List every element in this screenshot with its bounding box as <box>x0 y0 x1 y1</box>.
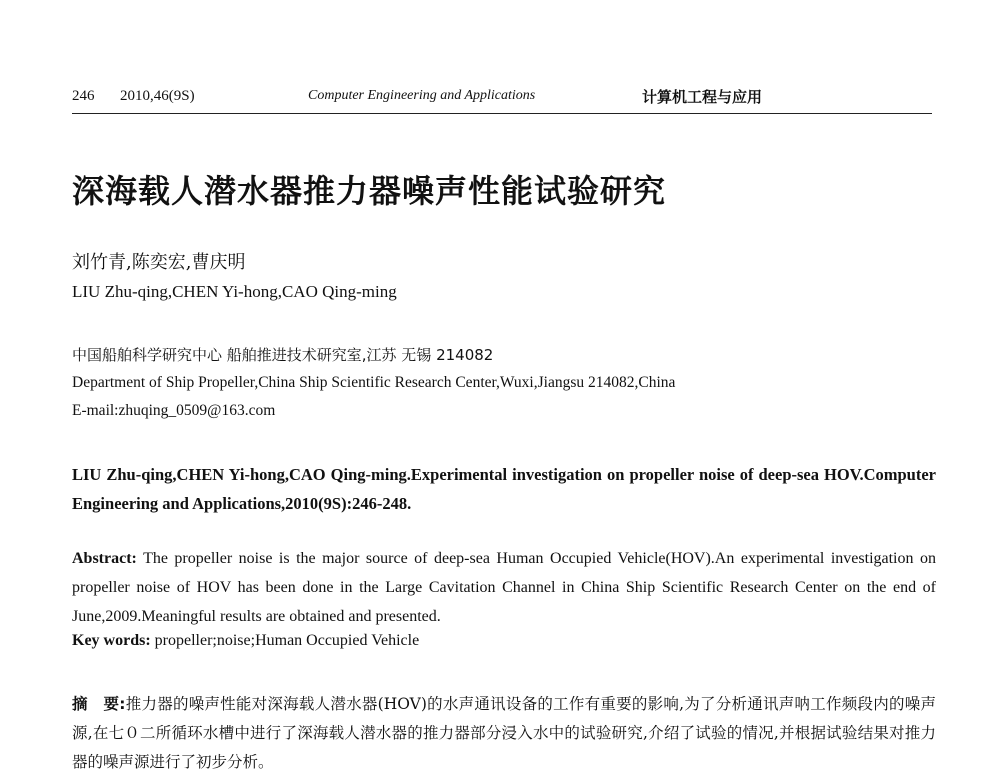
abstract-cn-label: 摘 要: <box>72 695 126 713</box>
author-email: E-mail:zhuqing_0509@163.com <box>72 402 276 419</box>
running-header <box>72 86 932 110</box>
abstract-cn-text: 推力器的噪声性能对深海载人潜水器(HOV)的水声通讯设备的工作有重要的影响,为了分析通讯声呐工作频段内的噪声源,在七０二所循环水槽中进行了深海载人潜水器的推力器部分浸入水中的试验研究,介绍了试验的情况,并根据试验结果对推力器的噪声源进行了初步分析。 <box>72 695 937 771</box>
affiliation-cn: 中国船舶科学研究中心 船舶推进技术研究室,江苏 无锡 214082 <box>72 346 494 364</box>
authors-cn: 刘竹青,陈奕宏,曹庆明 <box>72 252 246 273</box>
keywords-en <box>72 632 419 650</box>
page-number: 246 <box>72 88 95 104</box>
abstract-text: The propeller noise is the major source of deep-sea Human Occupied Vehicle(HOV).An experimental investigation on propeller noise of HOV has been done in the Large Cavitation Channel in China Ship Scientific Research Center on the end of June,2009.Meaningful results are obtained and presented. <box>72 550 936 625</box>
header-rule <box>72 113 932 114</box>
keywords-text: propeller;noise;Human Occupied Vehicle <box>150 632 420 649</box>
abstract-cn <box>72 690 936 777</box>
volume-issue: 2010,46(9S) <box>120 88 195 104</box>
citation: LIU Zhu-qing,CHEN Yi-hong,CAO Qing-ming.Experimental investigation on propeller noise of deep-sea HOV.Computer Engineering and Applications,2010(9S):246-248. <box>72 465 936 513</box>
authors-en: LIU Zhu-qing,CHEN Yi-hong,CAO Qing-ming <box>72 282 397 301</box>
journal-name-cn: 计算机工程与应用 <box>642 88 763 106</box>
paper-title: 深海载人潜水器推力器噪声性能试验研究 <box>72 172 667 210</box>
journal-name-en: Computer Engineering and Applications <box>308 88 536 103</box>
keywords-label: Key words: <box>72 632 151 649</box>
abstract-en <box>72 544 936 631</box>
affiliation-en: Department of Ship Propeller,China Ship Scientific Research Center,Wuxi,Jiangsu 214082,China <box>72 374 676 391</box>
abstract-label: Abstract: <box>72 550 137 567</box>
